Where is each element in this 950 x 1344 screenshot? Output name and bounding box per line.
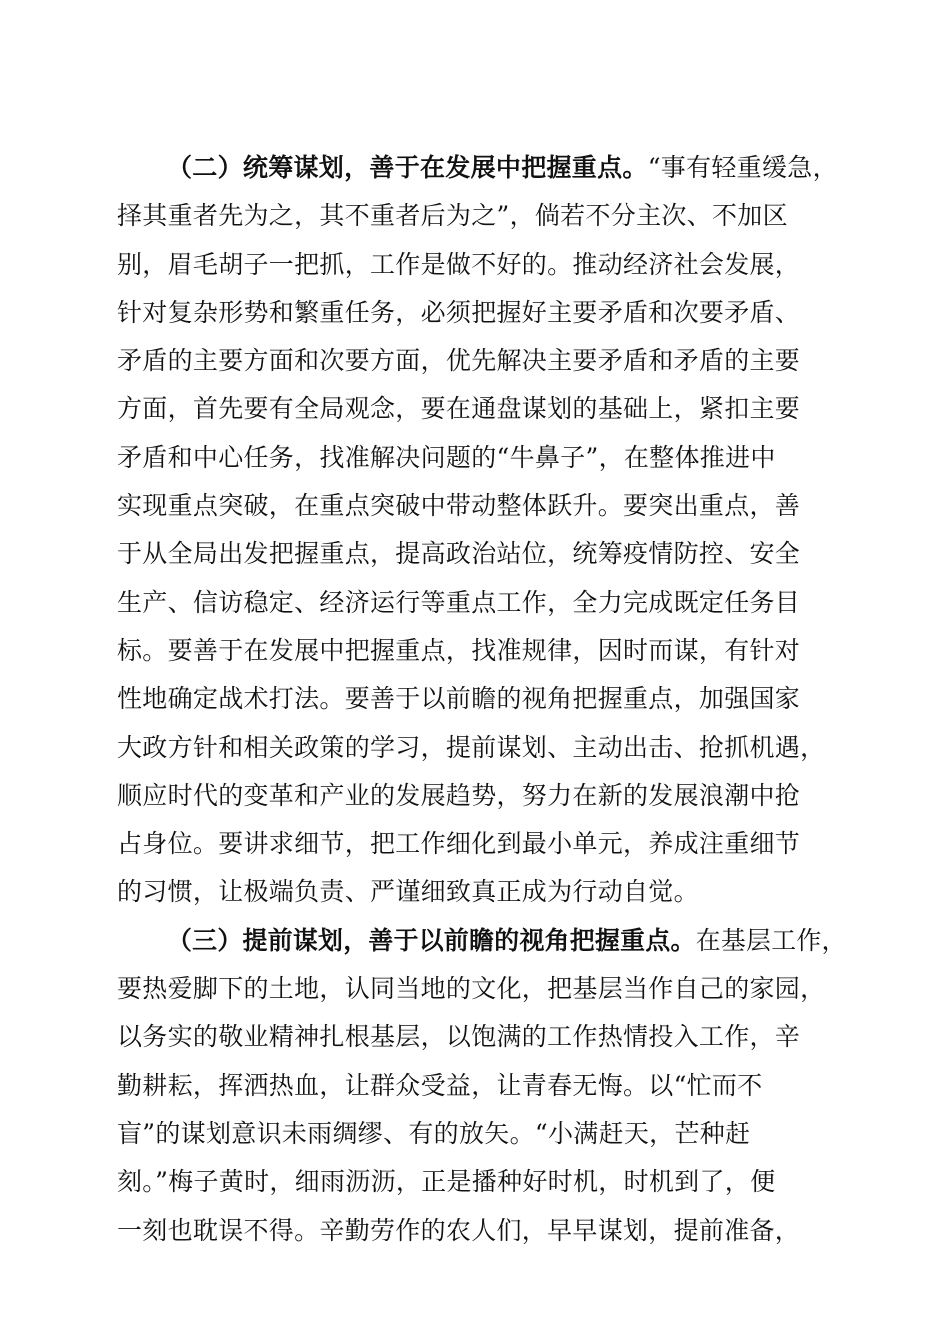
paragraph-line: 要热爱脚下的土地，认同当地的文化，把基层当作自己的家园，: [117, 974, 826, 1004]
paragraph-line: 性地确定战术打法。要善于以前瞻的视角把握重点，加强国家: [117, 684, 801, 714]
paragraph-line: 生产、信访稳定、经济运行等重点工作，全力完成既定任务目: [117, 587, 801, 617]
paragraph-line: 大政方针和相关政策的学习，提前谋划、主动出击、抢抓机遇，: [117, 732, 826, 762]
paragraph-line: 盲”的谋划意识未雨绸缪、有的放矢。“小满赶天，芒种赶: [117, 1118, 751, 1148]
paragraph-line: 标。要善于在发展中把握重点，找准规律，因时而谋，有针对: [117, 635, 801, 665]
paragraph-line: 勤耕耘，挥洒热血，让群众受益，让青春无悔。以“忙而不: [117, 1070, 763, 1100]
paragraph-2: [117, 144, 847, 917]
paragraph-line: 针对复杂形势和繁重任务，必须把握好主要矛盾和次要矛盾、: [117, 297, 801, 327]
paragraph-line: 顺应时代的变革和产业的发展趋势，努力在新的发展浪潮中抢: [117, 780, 801, 810]
paragraph-line: 矛盾的主要方面和次要方面，优先解决主要矛盾和矛盾的主要: [117, 346, 801, 376]
paragraph-line: 实现重点突破，在重点突破中带动整体跃升。要突出重点，善: [117, 491, 801, 521]
paragraph-line: 一刻也耽误不得。辛勤劳作的农人们，早早谋划，提前准备，: [117, 1215, 801, 1245]
paragraph-2-first-line: [117, 144, 847, 192]
paragraph-3-first-line: [117, 917, 847, 965]
paragraph-2-first-line-text: “事有轻重缓急，: [647, 153, 838, 182]
paragraph-line: 的习惯，让极端负责、严谨细致真正成为行动自觉。: [117, 877, 699, 907]
paragraph-line: 于从全局出发把握重点，提高政治站位，统筹疫情防控、安全: [117, 539, 801, 569]
paragraph-line: 别，眉毛胡子一把抓，工作是做不好的。推动经济社会发展，: [117, 249, 801, 279]
paragraph-line: 刻。”梅子黄时，细雨沥沥，正是播种好时机，时机到了，便: [117, 1167, 776, 1197]
paragraph-line: 择其重者先为之，其不重者后为之”，倘若不分主次、不加区: [117, 201, 788, 231]
paragraph-3-heading: （三）提前谋划，善于以前瞻的视角把握重点。: [167, 925, 696, 955]
paragraph-line: 方面，首先要有全局观念，要在通盘谋划的基础上，紧扣主要: [117, 394, 801, 424]
paragraph-line: 矛盾和中心任务，找准解决问题的“牛鼻子”，在整体推进中: [117, 442, 776, 472]
paragraph-line: 占身位。要讲求细节，把工作细化到最小单元，养成注重细节: [117, 829, 801, 859]
document-body: [117, 144, 847, 1255]
paragraph-line: 以务实的敬业精神扎根基层，以饱满的工作热情投入工作，辛: [117, 1022, 801, 1052]
paragraph-2-heading: （二）统筹谋划，善于在发展中把握重点。: [167, 153, 648, 182]
paragraph-3: [117, 917, 847, 1255]
paragraph-3-first-line-text: 在基层工作，: [695, 925, 847, 955]
